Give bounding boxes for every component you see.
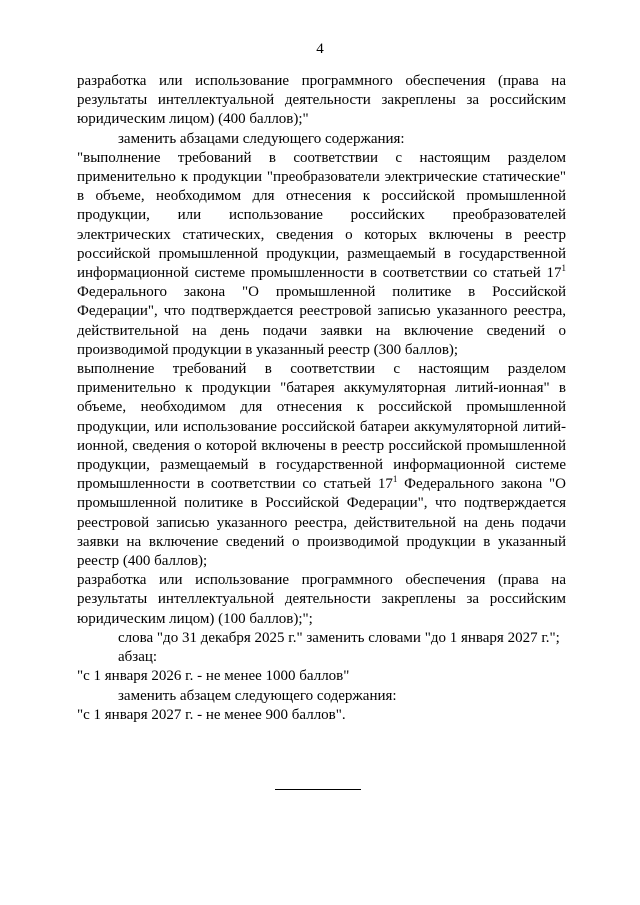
paragraph-software-100: разработка или использование программного обеспечения (права на результаты интеллектуальной деятельности закреплены за российским юридическим лицом) (100 баллов);"; bbox=[77, 572, 566, 627]
converters-text-part-1: "выполнение требований в соответствии с настоящим разделом применительно к продукции "преобразователи электрические статические" в объеме, необходимом для отнесения к российской промышленной продукции, или использование российских преобразователей электрических статических, сведения о которых включены в реестр российской промышленной продукции, размещаемый в государственной информационной системе промышленности в соответствии со статьей 17 bbox=[77, 149, 566, 282]
article-superscript: 1 bbox=[561, 263, 566, 274]
paragraph-date-replace: слова "до 31 декабря 2025 г." заменить словами "до 1 января 2027 г."; bbox=[118, 629, 560, 646]
paragraph-batteries bbox=[77, 360, 566, 571]
paragraph-replace-instruction: заменить абзацами следующего содержания: bbox=[118, 130, 405, 147]
batteries-text-part-2: Федерального закона "О промышленной политике в Российской Федерации", что подтверждается реестровой записью указанного реестра, действительной на день подачи заявки на включение сведений о производимой продукции в указанный реестр (400 баллов); bbox=[77, 476, 566, 570]
paragraph-converters bbox=[77, 149, 566, 360]
page-number: 4 bbox=[316, 41, 324, 57]
batteries-text-part-1: выполнение требований в соответствии с настоящим разделом применительно к продукции "батарея аккумуляторная литий-ионная" в объеме, необходимом для отнесения к российской промышленной продукции, или использование российской батареи аккумуляторной литий-ионной, сведения о которой включены в реестр российской промышленной продукции, размещаемый в государственной информационной системе промышленности в соответствии со статьей 17 bbox=[77, 361, 566, 493]
document-body bbox=[77, 72, 566, 725]
paragraph-new-threshold: "с 1 января 2027 г. - не менее 900 баллов". bbox=[77, 706, 346, 723]
paragraph-old-threshold: "с 1 января 2026 г. - не менее 1000 баллов" bbox=[77, 668, 350, 685]
footer-divider-line bbox=[275, 789, 361, 790]
paragraph-replace-single: заменить абзацем следующего содержания: bbox=[118, 687, 397, 704]
converters-text-part-2: Федерального закона "О промышленной политике в Российской Федерации", что подтверждается реестровой записью указанного реестра, действительной на день подачи заявки на включение сведений о производимой продукции в указанный реестр (300 баллов); bbox=[77, 284, 566, 358]
article-superscript: 1 bbox=[392, 474, 398, 485]
paragraph-abzac: абзац: bbox=[118, 649, 158, 666]
paragraph-software-400: разработка или использование программного обеспечения (права на результаты интеллектуальной деятельности закреплены за российским юридическим лицом) (400 баллов);" bbox=[77, 73, 566, 128]
